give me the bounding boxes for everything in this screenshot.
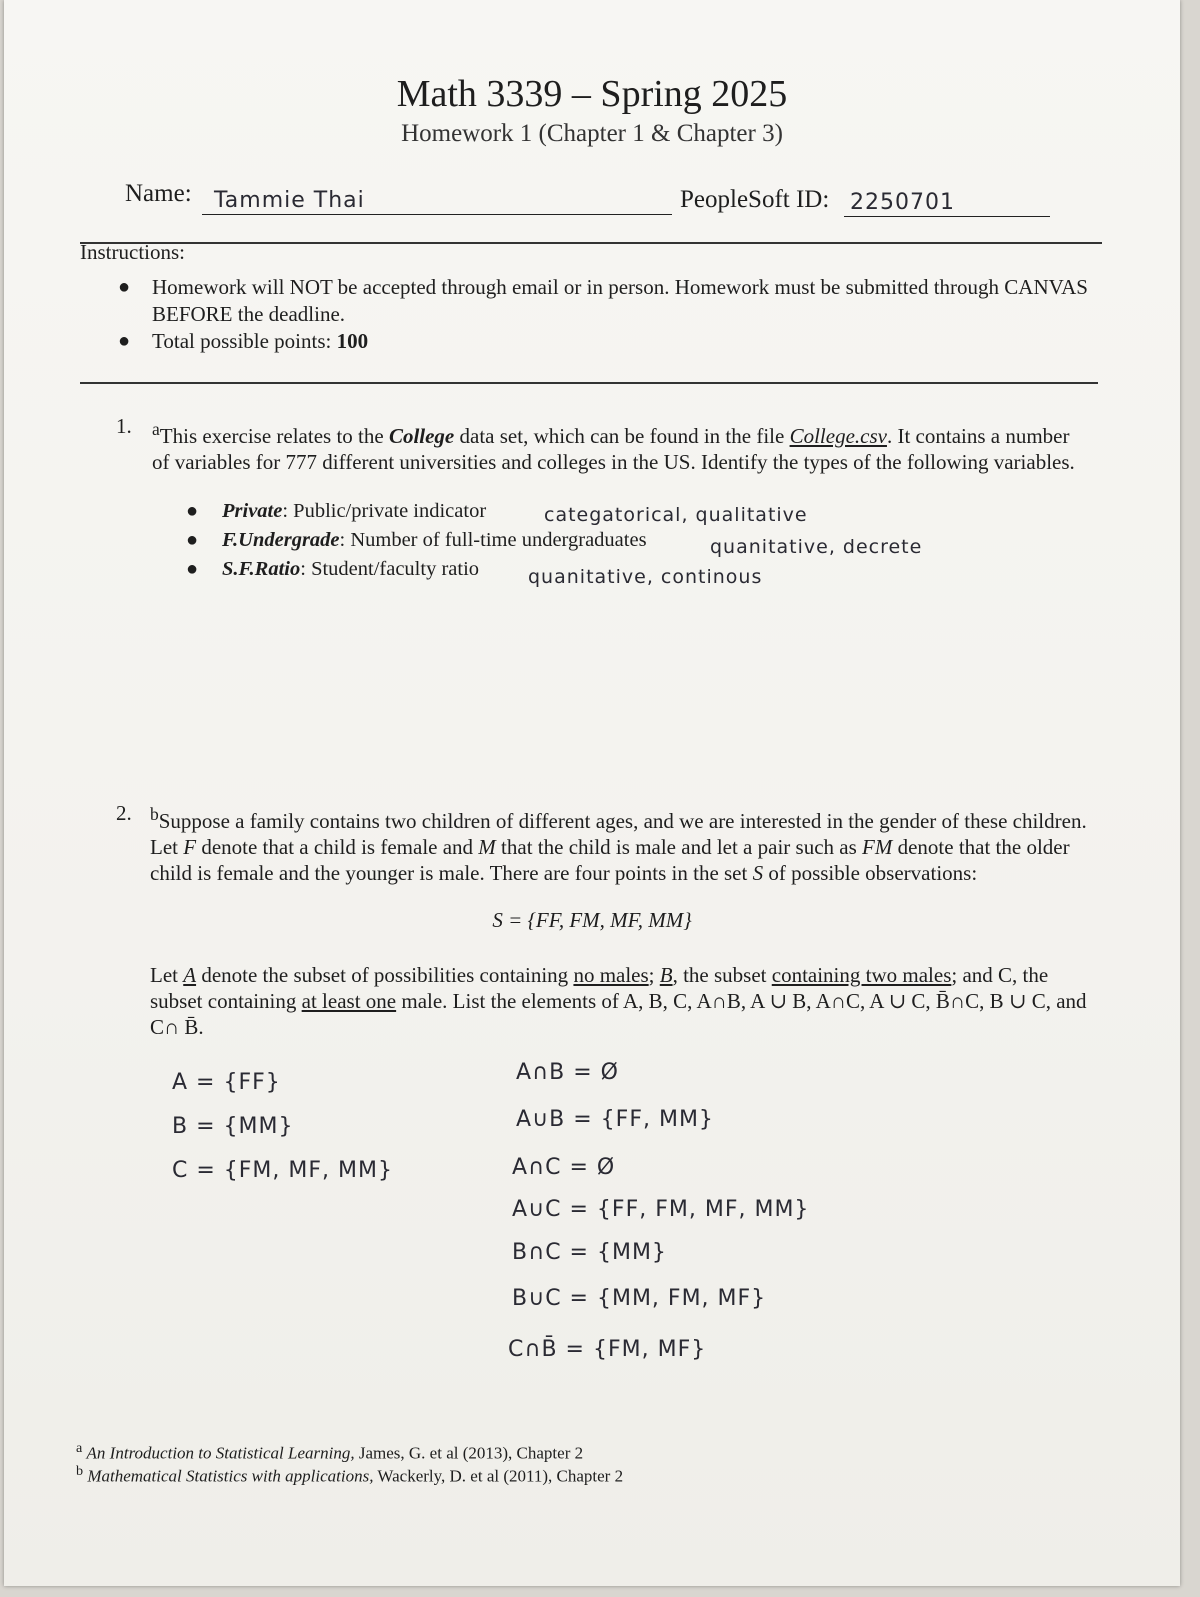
college-csv-file: College.csv <box>789 424 887 448</box>
name-value: Tammie Thai <box>214 188 365 213</box>
sample-space: S = {FF, FM, MF, MM} <box>492 908 692 932</box>
answer-f-undergrade: quanitative, decrete <box>710 536 923 558</box>
answer-set-a: A = {FF} <box>172 1070 281 1095</box>
answer-a-union-c: A∪C = {FF, FM, MF, MM} <box>512 1197 810 1222</box>
answer-b-bar-intersect-c: B∩C = {MM} <box>512 1240 667 1265</box>
question-1-text: $^a$This exercise relates to the College data set, which can be found in the file College.csv. It contains a number of variables for 777 different universities and colleges in the US. Identify the types of the following variables. <box>152 419 1075 474</box>
question-2-prompt: Let A denote the subset of possibilities containing no males; B, the subset containing two males; and C, the subset containing at least one male. List the elements of A, B, C, A∩B, A ∪ B, A∩C, A ∪ C, B̄∩C, B ∪ C, and C∩ B̄. <box>150 963 1087 1039</box>
answer-a-union-b: A∪B = {FF, MM} <box>516 1107 714 1132</box>
footnote-marker-a: a <box>152 419 160 439</box>
answer-b-union-c: B∪C = {MM, FM, MF} <box>512 1286 767 1311</box>
question-2-number: 2. <box>116 801 132 825</box>
answer-sf-ratio: quanitative, continous <box>528 566 763 588</box>
bullet-icon: ● <box>186 529 199 551</box>
bullet-icon: ● <box>186 558 199 580</box>
answer-set-c: C = {FM, MF, MM} <box>172 1158 393 1183</box>
homework-page <box>4 0 1180 1586</box>
variable-sf-ratio: ● S.F.Ratio: Student/faculty ratio <box>186 558 480 580</box>
variable-f-undergrade: ● F.Undergrade: Number of full-time undergraduates <box>186 529 647 551</box>
divider-top <box>80 242 1102 244</box>
footnote-b: $^b$ Mathematical Statistics with applications, Wackerly, D. et al (2011), Chapter 2 <box>76 1463 624 1486</box>
variable-private: ● Private: Public/private indicator <box>186 500 487 522</box>
footnote-a: $^a$ An Introduction to Statistical Learning, James, G. et al (2013), Chapter 2 <box>76 1440 584 1463</box>
bullet-icon: ● <box>118 330 131 352</box>
total-points-value: 100 <box>336 329 369 353</box>
bullet-icon: ● <box>186 500 199 522</box>
peoplesoft-id-field[interactable] <box>844 190 1050 217</box>
answer-c-intersect-b-bar: C∩B̄ = {FM, MF} <box>508 1337 707 1362</box>
instruction-item: ● Total possible points: 100 <box>118 329 369 353</box>
name-label: Name: <box>125 180 192 207</box>
homework-subtitle: Homework 1 (Chapter 1 & Chapter 3) <box>401 120 783 147</box>
question-2-text: $^b$Suppose a family contains two children of different ages, and we are interested in the gender of these children. Let F denote that a child is female and M that the child is male and let a pair such as FM denote that the older child is female and the younger is male. There are four points in the set S of possible observations: <box>150 804 1087 885</box>
course-title: Math 3339 – Spring 2025 <box>396 73 788 115</box>
name-field[interactable] <box>202 186 672 215</box>
instructions-heading: Instructions: <box>80 240 185 264</box>
answer-private: categatorical, qualitative <box>544 504 808 526</box>
answer-set-b: B = {MM} <box>172 1114 294 1139</box>
divider-bottom <box>80 382 1098 384</box>
footnote-marker-b: b <box>150 804 159 824</box>
peoplesoft-id-value: 2250701 <box>850 190 955 215</box>
answer-a-intersect-c: A∩C = Ø <box>512 1155 616 1180</box>
bullet-icon: ● <box>118 276 131 298</box>
answer-a-intersect-b: A∩B = Ø <box>516 1060 619 1085</box>
instruction-item: ● Homework will NOT be accepted through email or in person. Homework must be submitted through CANVAS BEFORE the deadline. <box>118 275 1088 326</box>
peoplesoft-id-label: PeopleSoft ID: <box>680 186 830 213</box>
question-1-number: 1. <box>116 414 132 438</box>
